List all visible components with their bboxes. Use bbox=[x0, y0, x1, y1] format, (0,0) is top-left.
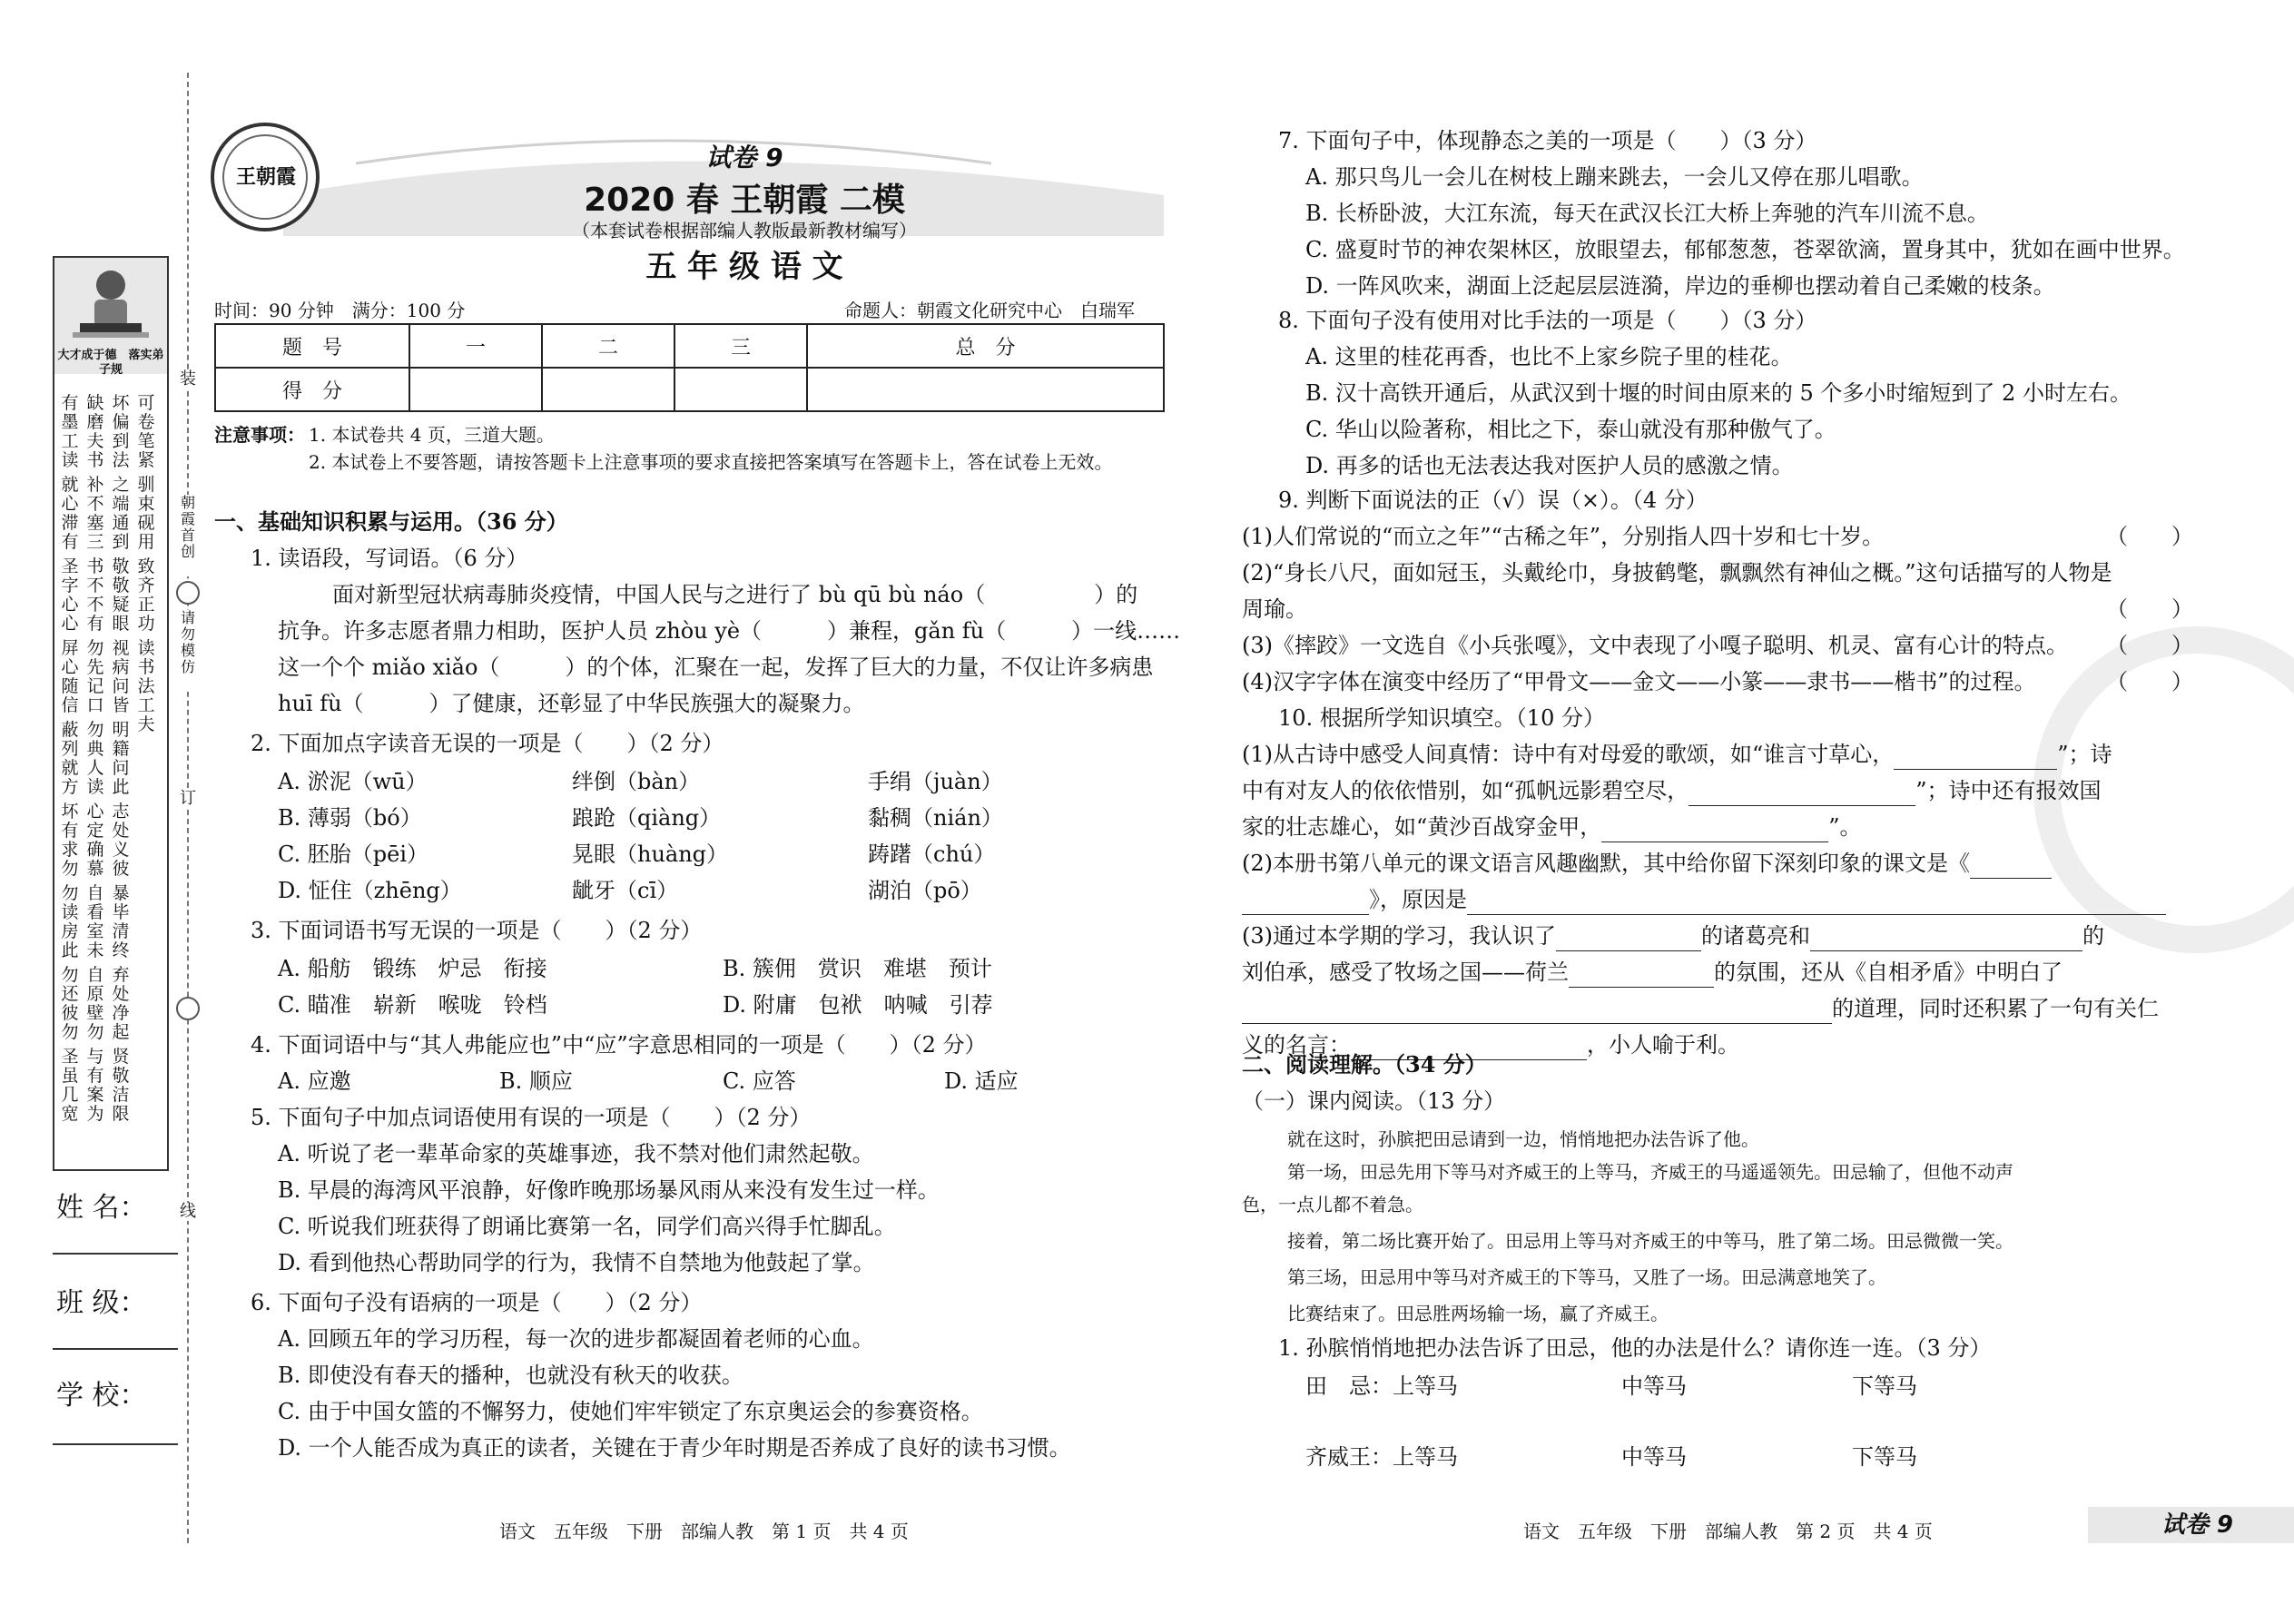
option[interactable]: C. 华山以险著称，相比之下，泰山就没有那种傲气了。 bbox=[1305, 417, 1836, 442]
match-item[interactable]: 下等马 bbox=[1852, 1373, 1917, 1399]
binding-hole-icon bbox=[176, 997, 200, 1020]
motto-sidebar bbox=[53, 256, 169, 1171]
option[interactable]: C. 盛夏时节的神农架林区，放眼望去，郁郁葱葱，苍翠欲滴，置身其中，犹如在画中世界。 bbox=[1305, 237, 2185, 262]
option: 晃眼（huàng） bbox=[572, 842, 729, 867]
question-stem: 5. 下面句子中加点词语使用有误的一项是（ ）（2 分） bbox=[251, 1105, 812, 1130]
sidebar-col: 视病问皆 bbox=[112, 638, 130, 715]
answer-paren[interactable]: （ ） bbox=[2106, 633, 2193, 658]
fill-line bbox=[1242, 920, 2104, 951]
binding-hole-icon bbox=[176, 581, 200, 605]
score-cell[interactable] bbox=[542, 368, 674, 411]
sidebar-col: 勿读房此 bbox=[61, 883, 79, 960]
sidebar-col: 心定确慕 bbox=[86, 802, 104, 879]
match-item[interactable]: 中等马 bbox=[1621, 1444, 1687, 1470]
page-footer: 语文 五年级 下册 部编人教 第 1 页 共 4 页 bbox=[499, 1521, 909, 1542]
sidebar-col: 书不不有 bbox=[86, 556, 104, 634]
class-label: 班 级： bbox=[56, 1287, 147, 1319]
sidebar-motto: 大才成于德 落实弟子规 bbox=[57, 349, 164, 377]
option[interactable]: B. 薄弱（bó） bbox=[278, 805, 422, 831]
corner-label: 试卷 9 bbox=[2161, 1511, 2233, 1539]
fill-line bbox=[1242, 848, 2052, 879]
sidebar-col: 暴毕清终 bbox=[112, 883, 130, 960]
table-cell: 总 分 bbox=[807, 324, 1164, 368]
section-heading: 一、基础知识积累与运用。（36 分） bbox=[214, 508, 568, 535]
score-cell[interactable] bbox=[807, 368, 1164, 411]
table-cell: 一 bbox=[409, 324, 542, 368]
question-stem: 2. 下面加点字读音无误的一项是（ ）（2 分） bbox=[251, 731, 724, 756]
question-stem: 4. 下面词语中与“其人弗能应也”中“应”字意思相同的一项是（ ）（2 分） bbox=[251, 1032, 987, 1058]
answer-blank[interactable] bbox=[1970, 856, 2052, 879]
statement: (1)人们常说的“而立之年”“古稀之年”，分别指人四十岁和七十岁。 bbox=[1242, 524, 1885, 549]
match-label-qiweiwang: 齐威王：上等马 bbox=[1305, 1444, 1458, 1470]
option[interactable]: A. 船舫 锻练 炉忌 衔接 bbox=[278, 956, 547, 981]
option: 踌躇（chú） bbox=[868, 842, 996, 867]
exam-title: 2020 春 王朝霞 二模 bbox=[584, 182, 905, 219]
subject-title: 五 年 级 语 文 bbox=[645, 249, 843, 285]
match-label-tianji: 田 忌：上等马 bbox=[1305, 1373, 1458, 1399]
table-cell: 题 号 bbox=[215, 324, 409, 368]
paragraph-line: huī fù（ ）了健康，还彰显了中华民族强大的凝聚力。 bbox=[278, 691, 865, 716]
fill-text: 刘伯承，感受了牧场之国——荷兰 bbox=[1242, 960, 1569, 985]
fill-line bbox=[1242, 812, 1862, 842]
notice-item: 1. 本试卷共 4 页，三道大题。 bbox=[309, 424, 555, 446]
fill-text: 》，原因是 bbox=[1369, 887, 1467, 912]
option[interactable]: D. 一个人能否成为真正的读者，关键在于青少年时期是否养成了良好的读书习惯。 bbox=[278, 1435, 1071, 1461]
sidebar-col: 志处义彼 bbox=[112, 802, 130, 879]
answer-blank[interactable] bbox=[1242, 1001, 1832, 1024]
sidebar-col: 之端通到 bbox=[112, 475, 130, 552]
answer-blank[interactable] bbox=[1556, 929, 1701, 951]
sidebar-col: 敬敬疑眼 bbox=[112, 556, 130, 634]
option[interactable]: A. 那只鸟儿一会儿在树枝上蹦来跳去，一会儿又停在那儿唱歌。 bbox=[1305, 164, 1924, 190]
sidebar-col: 有墨工读 bbox=[61, 393, 79, 470]
option: 踉跄（qiàng） bbox=[572, 805, 722, 831]
option[interactable]: C. 瞄准 崭新 喉咙 铃档 bbox=[278, 992, 547, 1018]
passage-line: 就在这时，孙膑把田忌请到一边，悄悄地把办法告诉了他。 bbox=[1287, 1128, 1759, 1150]
school-label: 学 校： bbox=[56, 1380, 147, 1412]
option[interactable]: A. 应邀 bbox=[278, 1068, 351, 1094]
option[interactable]: C. 由于中国女篮的不懈努力，使她们牢牢锁定了东京奥运会的参赛资格。 bbox=[278, 1399, 983, 1424]
question-stem: 1. 孙膑悄悄地把办法告诉了田忌，他的办法是什么？请你连一连。（3 分） bbox=[1278, 1335, 1992, 1361]
match-item[interactable]: 中等马 bbox=[1621, 1373, 1687, 1399]
fill-text: 义的名言： bbox=[1242, 1032, 1351, 1058]
question-stem: 10. 根据所学知识填空。（10 分） bbox=[1278, 705, 1605, 731]
statement: 周瑜。 bbox=[1242, 596, 1307, 622]
scholar-illustration bbox=[54, 258, 167, 377]
option: 湖泊（pō） bbox=[868, 878, 982, 903]
option[interactable]: D. 怔住（zhēng） bbox=[278, 878, 462, 903]
sidebar-col: 可卷笔紧 bbox=[137, 393, 155, 470]
passage-line: 比赛结束了。田忌胜两场输一场，赢了齐威王。 bbox=[1287, 1303, 1669, 1324]
option[interactable]: A. 回顾五年的学习历程，每一次的进步都凝固着老师的心血。 bbox=[278, 1326, 874, 1352]
name-field[interactable] bbox=[53, 1253, 178, 1255]
question-stem: 6. 下面句子没有语病的一项是（ ）（2 分） bbox=[251, 1290, 703, 1315]
option[interactable]: C. 听说我们班获得了朗诵比赛第一名，同学们高兴得手忙脚乱。 bbox=[278, 1214, 896, 1239]
sidebar-col: 致齐正功 bbox=[137, 556, 155, 634]
sidebar-col: 坏偏到法 bbox=[112, 393, 130, 470]
name-label: 姓 名： bbox=[56, 1192, 147, 1224]
statement: (4)汉字字体在演变中经历了“甲骨文——金文——小篆——隶书——楷书”的过程。 bbox=[1242, 669, 2036, 694]
option[interactable]: B. 簇佣 赏识 难堪 预计 bbox=[723, 956, 992, 981]
sidebar-col: 坏有求勿 bbox=[61, 802, 79, 879]
option: 手绢（juàn） bbox=[868, 769, 1003, 794]
option[interactable]: B. 汉十高铁开通后，从武汉到十堰的时间由原来的 5 个多小时缩短到了 2 小时左右。 bbox=[1305, 380, 2132, 406]
option[interactable]: A. 听说了老一辈革命家的英雄事迹，我不禁对他们肃然起敬。 bbox=[278, 1141, 874, 1166]
answer-paren[interactable]: （ ） bbox=[2106, 669, 2193, 694]
sidebar-col: 勿典人读 bbox=[86, 720, 104, 797]
passage-line: 色，一点儿都不着急。 bbox=[1242, 1194, 1423, 1216]
sidebar-col: 缺磨夫书 bbox=[86, 393, 104, 470]
sidebar-col: 驯束砚用 bbox=[137, 475, 155, 552]
sidebar-col: 与有案为 bbox=[86, 1047, 104, 1124]
fill-text: ”；诗中还有报效国 bbox=[1915, 778, 2102, 803]
option[interactable]: B. 早晨的海湾风平浪静，好像昨晚那场暴风雨从来没有发生过一样。 bbox=[278, 1177, 940, 1203]
fill-text: 中有对友人的依依惜别，如“孤帆远影碧空尽， bbox=[1242, 778, 1689, 803]
cut-label-ding: 订 bbox=[180, 789, 196, 808]
option[interactable]: A. 这里的桂花再香，也比不上家乡院子里的桂花。 bbox=[1305, 344, 1793, 369]
fill-line bbox=[1242, 884, 2166, 915]
paragraph-line: 面对新型冠状病毒肺炎疫情，中国人民与之进行了 bù qū bù náo（ ）的 bbox=[332, 582, 1138, 607]
sidebar-col: 明籍问此 bbox=[112, 720, 130, 797]
option[interactable]: C. 胚胎（pēi） bbox=[278, 842, 429, 867]
answer-paren[interactable]: （ ） bbox=[2106, 596, 2193, 622]
cut-label-xian: 线 bbox=[180, 1202, 196, 1221]
fill-line bbox=[1242, 739, 2112, 770]
option[interactable]: D. 附庸 包袱 呐喊 引荐 bbox=[723, 992, 993, 1018]
passage-line: 第一场，田忌先用下等马对齐威王的上等马，齐威王的马遥遥领先。田忌输了，但他不动声 bbox=[1287, 1161, 2013, 1183]
answer-blank[interactable] bbox=[1601, 820, 1828, 842]
cut-label-zhuang: 装 bbox=[180, 369, 196, 389]
question-stem: 1. 读语段，写词语。（6 分） bbox=[251, 546, 528, 571]
fill-text: ，小人喻于利。 bbox=[1587, 1032, 1739, 1058]
fill-text: 的氛围，还从《自相矛盾》中明白了 bbox=[1714, 960, 2063, 985]
option[interactable]: D. 看到他热心帮助同学的行为，我情不自禁地为他鼓起了掌。 bbox=[278, 1250, 875, 1275]
table-cell: 二 bbox=[542, 324, 674, 368]
fill-text: ”。 bbox=[1828, 814, 1862, 840]
sidebar-col: 弃处净起 bbox=[112, 965, 130, 1042]
option[interactable]: D. 适应 bbox=[944, 1068, 1019, 1094]
fill-text: 的 bbox=[2082, 923, 2104, 949]
sidebar-col: 贤敬洁限 bbox=[112, 1047, 130, 1124]
sidebar-col: 蔽列就方 bbox=[61, 720, 79, 797]
sidebar-col: 勿先记口 bbox=[86, 638, 104, 715]
sidebar-col: 补不塞三 bbox=[86, 475, 104, 552]
cut-label-copy: 请勿模仿 bbox=[178, 610, 198, 692]
option[interactable]: B. 顺应 bbox=[499, 1068, 573, 1094]
table-cell: 三 bbox=[674, 324, 807, 368]
fill-line bbox=[1242, 957, 2063, 988]
paragraph-line: 抗争。许多志愿者鼎力相助，医护人员 zhòu yè（ ）兼程，gǎn fù（ ）一线…… bbox=[278, 618, 1181, 644]
option[interactable]: B. 长桥卧波，大江东流，每天在武汉长江大桥上奔驰的汽车川流不息。 bbox=[1305, 201, 1989, 226]
question-stem: 8. 下面句子没有使用对比手法的一项是（ ）（3 分） bbox=[1278, 308, 1817, 333]
score-cell[interactable] bbox=[674, 368, 807, 411]
option[interactable]: C. 应答 bbox=[723, 1068, 796, 1094]
fill-text: 的道理，同时还积累了一句有关仁 bbox=[1832, 996, 2159, 1021]
question-stem: 7. 下面句子中，体现静态之美的一项是（ ）（3 分） bbox=[1278, 128, 1817, 153]
paragraph-line: 这一个个 miǎo xiǎo（ ）的个体，汇聚在一起，发挥了巨大的力量，不仅让许多病患 bbox=[278, 655, 1154, 680]
scholar-icon bbox=[54, 258, 167, 349]
fill-text: ”；诗 bbox=[2057, 742, 2112, 767]
notice-item: 2. 本试卷上不要答题，请按答题卡上注意事项的要求直接把答案填写在答题卡上，答在试卷上无效。 bbox=[309, 451, 1113, 473]
passage-line: 接着，第二场比赛开始了。田忌用上等马对齐威王的中等马，胜了第二场。田忌微微一笑。 bbox=[1287, 1230, 2013, 1252]
sidebar-col: 自看室未 bbox=[86, 883, 104, 960]
cut-label-brand: 朝霞首创 bbox=[178, 495, 198, 576]
fill-text: (2)本册书第八单元的课文语言风趣幽默，其中给你留下深刻印象的课文是《 bbox=[1242, 851, 1970, 876]
table-cell: 得 分 bbox=[215, 368, 409, 411]
exam-subtitle: （本套试卷根据部编人教版最新教材编写） bbox=[572, 220, 917, 241]
sidebar-col: 读书法工夫 bbox=[137, 638, 155, 734]
passage-line: 第三场，田忌用中等马对齐威王的下等马，又胜了一场。田忌满意地笑了。 bbox=[1287, 1266, 1886, 1288]
section-heading: 二、阅读理解。（34 分） bbox=[1242, 1051, 1487, 1078]
fill-text: (1)从古诗中感受人间真情：诗中有对母爱的歌颂，如“谁言寸草心， bbox=[1242, 742, 1895, 767]
sidebar-col: 圣字心心 bbox=[61, 556, 79, 634]
match-item[interactable]: 下等马 bbox=[1852, 1444, 1917, 1470]
option[interactable]: D. 再多的话也无法表达我对医护人员的感激之情。 bbox=[1305, 453, 1794, 478]
notice-label: 注意事项： bbox=[214, 424, 305, 446]
answer-blank[interactable] bbox=[1689, 783, 1915, 806]
answer-blank[interactable] bbox=[1242, 892, 1369, 915]
statement: (2)“身长八尺，面如冠玉，头戴纶巾，身披鹤氅，飘飘然有神仙之概。”这句话描写的人物是 bbox=[1242, 560, 2112, 586]
table-row bbox=[215, 324, 1164, 368]
fill-text: 家的壮志雄心，如“黄沙百战穿金甲， bbox=[1242, 814, 1602, 840]
score-table bbox=[214, 323, 1165, 412]
fill-line bbox=[1242, 775, 2102, 806]
class-field[interactable] bbox=[53, 1348, 178, 1350]
sidebar-col: 圣虽几宽 bbox=[61, 1047, 79, 1124]
option[interactable]: D. 一阵风吹来，湖面上泛起层层涟漪，岸边的垂柳也摆动着自己柔嫩的枝条。 bbox=[1305, 273, 2055, 299]
author-info: 命题人：朝霞文化研究中心 白瑞军 bbox=[844, 300, 1135, 321]
answer-blank[interactable] bbox=[1569, 965, 1714, 988]
sidebar-col: 屏心随信 bbox=[61, 638, 79, 715]
answer-blank[interactable] bbox=[1894, 747, 2057, 770]
fill-line bbox=[1242, 993, 2159, 1024]
statement: (3)《摔跤》一文选自《小兵张嘎》，文中表现了小嘎子聪明、机灵、富有心计的特点。 bbox=[1242, 633, 2068, 658]
option[interactable]: B. 即使没有春天的播种，也就没有秋天的收获。 bbox=[278, 1363, 743, 1388]
option: 龇牙（cī） bbox=[572, 878, 679, 903]
fill-text: (3)通过本学期的学习，我认识了 bbox=[1242, 923, 1556, 949]
fill-text: 的诸葛亮和 bbox=[1701, 923, 1810, 949]
sidebar-col: 就心滞有 bbox=[61, 475, 79, 552]
answer-paren[interactable]: （ ） bbox=[2106, 524, 2193, 549]
school-field[interactable] bbox=[53, 1443, 178, 1445]
brand-logo-icon: 王朝霞 bbox=[235, 166, 296, 189]
answer-blank[interactable] bbox=[1467, 892, 2166, 915]
sidebar-col: 勿还彼勿 bbox=[61, 965, 79, 1042]
question-stem: 3. 下面词语书写无误的一项是（ ）（2 分） bbox=[251, 918, 703, 943]
page-footer: 语文 五年级 下册 部编人教 第 2 页 共 4 页 bbox=[1523, 1521, 1933, 1542]
score-cell[interactable] bbox=[409, 368, 542, 411]
option: 黏稠（nián） bbox=[868, 805, 1003, 831]
time-info: 时间：90 分钟 满分：100 分 bbox=[214, 300, 466, 321]
question-stem: 9. 判断下面说法的正（√）误（×）。（4 分） bbox=[1278, 487, 1708, 513]
answer-blank[interactable] bbox=[1810, 929, 2082, 951]
table-row bbox=[215, 368, 1164, 411]
option: 绊倒（bàn） bbox=[572, 769, 701, 794]
subsection-heading: （一）课内阅读。（13 分） bbox=[1242, 1088, 1506, 1114]
sidebar-col: 自原壁勿 bbox=[86, 965, 104, 1042]
cut-line bbox=[187, 73, 189, 1543]
option[interactable]: A. 淤泥（wū） bbox=[278, 769, 428, 794]
series-label: 试卷 9 bbox=[705, 143, 783, 172]
